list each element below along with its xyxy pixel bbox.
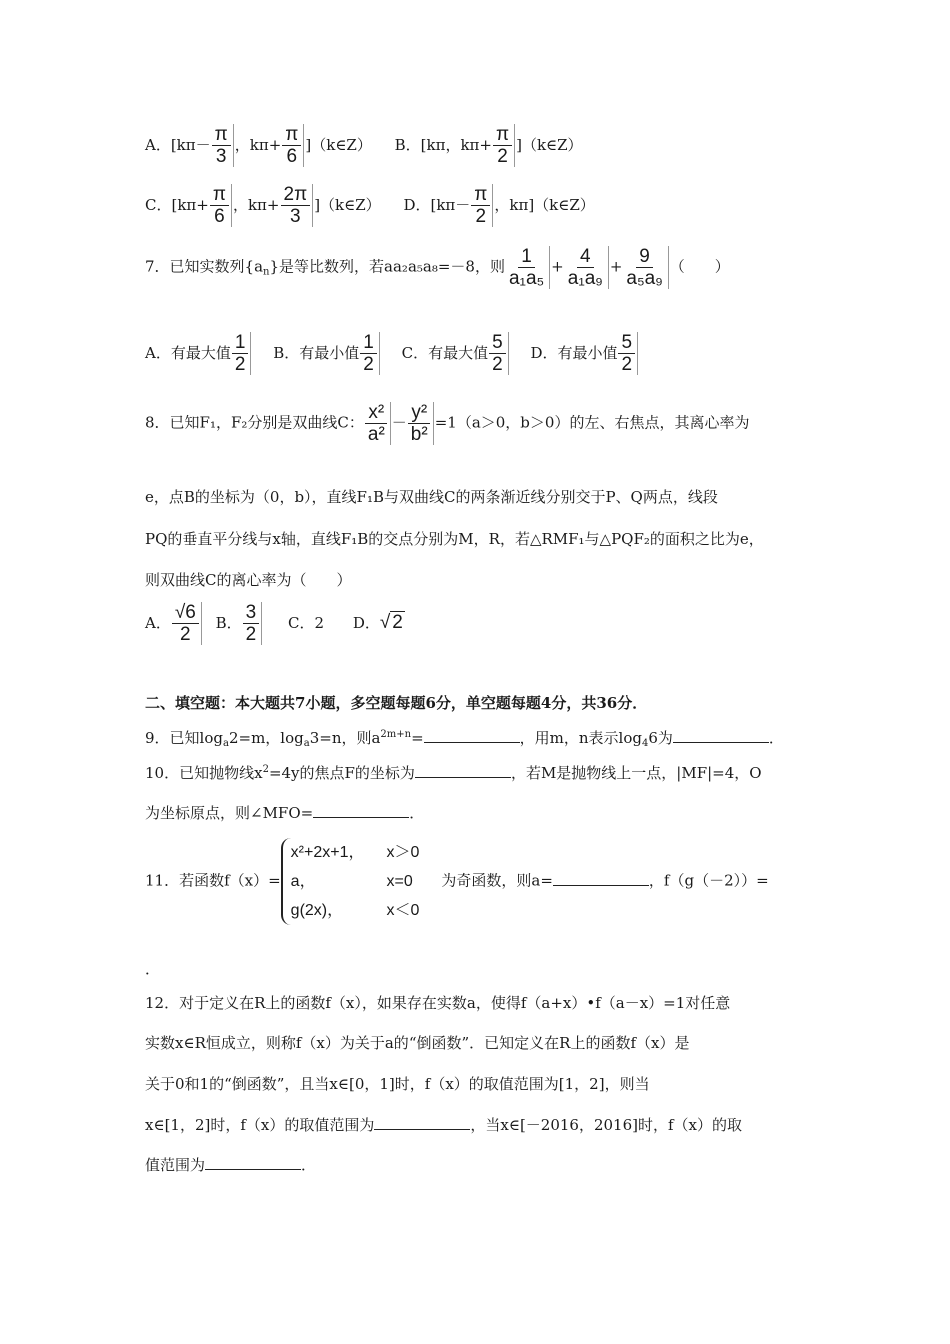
q8-option-a: A． $\frac{√6}{2}$ xyxy=(145,614,203,632)
answer-blank[interactable] xyxy=(205,1157,301,1170)
piecewise-row: a， x=0 xyxy=(290,873,413,890)
q7-option-a: A．有最大值 $\frac{1}{2}$ xyxy=(145,344,252,362)
fraction: $\frac{\pi}{3}$ xyxy=(212,124,234,167)
q8-option-c: C．2 xyxy=(288,613,325,632)
q6-options-cd xyxy=(145,184,595,227)
question-10: 10．已知抛物线$x^2=4y$的焦点F的坐标为 ，若M是抛物线上一点，|MF|=4，O xyxy=(145,764,762,782)
fraction: $\frac{√6}{2}$ xyxy=(172,602,202,645)
q6-option-a: A．[kπ－ $\frac{\pi}{3}$ ，kπ+ $\frac{\pi}{6}$ ]（k∈Z） xyxy=(145,124,372,167)
fraction: $\frac{\pi}{6}$ xyxy=(210,184,232,227)
fraction: $\frac{\text{x²}}{\text{a²}}$ xyxy=(365,402,391,445)
question-12-line-5: 值范围为 ． xyxy=(145,1156,317,1174)
fraction: $\frac{1}{2}$ xyxy=(232,332,252,375)
question-8-stem: 8．已知F₁，F₂分别是双曲线C： $\frac{\text{x²}}{\text{a²}}$ － $\frac{\text{y²}}{\text{b²}}$ =1（a＞0，b＞0）的左、右焦点，其离心率为 xyxy=(145,402,750,445)
fraction: $\frac{\pi}{2}$ xyxy=(493,124,515,167)
fraction: $\frac{\text{y²}}{\text{b²}}$ xyxy=(408,402,434,445)
question-8-line-2: e，点B的坐标为（0，b），直线F₁B与双曲线C的两条渐近线分别交于P、Q两点，线段 xyxy=(145,488,718,506)
question-12-line-4: x∈[1，2]时，f（x）的取值范围为 ，当x∈[－2016，2016]时，f（x）的取 xyxy=(145,1116,743,1134)
fraction: $\frac{2\pi}{3}$ xyxy=(281,184,314,227)
question-8-line-3: PQ的垂直平分线与x轴，直线F₁B的交点分别为M，R，若△RMF₁与△PQF₂的面积之比为e， xyxy=(145,530,764,548)
question-12-line-2: 实数x∈R恒成立，则称f（x）为关于a的“倒函数”．已知定义在R上的函数f（x）是 xyxy=(145,1034,690,1052)
fraction: $\frac{3}{2}$ xyxy=(243,602,263,645)
fraction: $\frac{\pi}{2}$ xyxy=(471,184,493,227)
piecewise-function xyxy=(281,838,442,925)
q6-options-ab xyxy=(145,124,583,167)
answer-blank[interactable] xyxy=(374,1117,470,1130)
fraction: $\frac{4}{\text{a₁a₉}}$ xyxy=(565,246,609,289)
question-8-options xyxy=(145,602,405,645)
question-8-line-4: 则双曲线C的离心率为（ ） xyxy=(145,571,352,589)
q6-option-d: D．[kπ－ $\frac{\pi}{2}$ ，kπ]（k∈Z） xyxy=(403,184,595,227)
question-10-line-2: 为坐标原点，则∠MFO= ． xyxy=(145,804,425,822)
piecewise-table xyxy=(291,838,442,925)
answer-blank[interactable] xyxy=(424,730,520,743)
question-11: 11．若函数f（x）= x²+2x+1， x＞0 a， x=0 g(2x)， x＜0 为奇函数，则a= ，f（g（－2））= xyxy=(145,838,769,925)
piecewise-row: x²+2x+1， x＞0 xyxy=(290,844,420,861)
question-12-line-3: 关于0和1的“倒函数”，且当x∈[0，1]时，f（x）的取值范围为[1，2]，则当 xyxy=(145,1075,650,1093)
question-9: 9．已知$\log_a2=m$，$\log_a3=n$，则$a^{2m+n}=$ ，用m，n表示$\log_46$为 ． xyxy=(145,729,784,749)
fraction: $\frac{1}{\text{a₁a₅}}$ xyxy=(506,246,550,289)
question-11-blank-line: ． xyxy=(145,960,161,978)
q8-option-d: D．√ 2 xyxy=(352,611,403,633)
q7-option-b: B．有最小值 $\frac{1}{2}$ xyxy=(273,344,381,362)
question-12-line-1: 12．对于定义在R上的函数f（x），如果存在实数a，使得f（a+x）•f（a－x）=1对任意 xyxy=(145,994,731,1012)
q6-option-b: B．[kπ，kπ+ $\frac{\pi}{2}$ ]（k∈Z） xyxy=(394,124,583,167)
fraction: $\frac{1}{2}$ xyxy=(360,332,380,375)
question-7-options xyxy=(145,332,639,375)
q7-option-c: C．有最大值 $\frac{5}{2}$ xyxy=(402,344,510,362)
fraction: $\frac{5}{2}$ xyxy=(618,332,638,375)
square-root: √ 2 xyxy=(379,611,403,633)
q8-option-b: B． $\frac{3}{2}$ xyxy=(216,614,264,632)
answer-blank[interactable] xyxy=(313,805,409,818)
fraction: $\frac{5}{2}$ xyxy=(489,332,509,375)
fraction: $\frac{\pi}{6}$ xyxy=(282,124,304,167)
option-text: A．[kπ－ xyxy=(145,135,211,154)
question-7-stem: 7．已知实数列$\{a_n\}$是等比数列，若aa₂a₅a₈=－8，则 $\frac{1}{\text{a₁a₅}}$ + $\frac{4}{\text{a₁a₉}}$ + $\frac{9}{\text{a₅a₉}}$ （ ） xyxy=(145,246,730,289)
section-2-heading: 二、填空题：本大题共7小题，多空题每题6分，单空题每题4分，共36分． xyxy=(145,694,648,712)
answer-blank[interactable] xyxy=(415,765,511,778)
q6-option-c: C．[kπ+ $\frac{\pi}{6}$ ，kπ+ $\frac{2\pi}{3}$ ]（k∈Z） xyxy=(145,184,381,227)
q7-option-d: D．有最小值 $\frac{5}{2}$ xyxy=(530,344,639,362)
answer-blank[interactable] xyxy=(673,730,769,743)
fraction: $\frac{9}{\text{a₅a₉}}$ xyxy=(623,246,668,289)
answer-blank[interactable] xyxy=(553,873,649,886)
piecewise-row: g(2x)， x＜0 xyxy=(290,902,420,919)
